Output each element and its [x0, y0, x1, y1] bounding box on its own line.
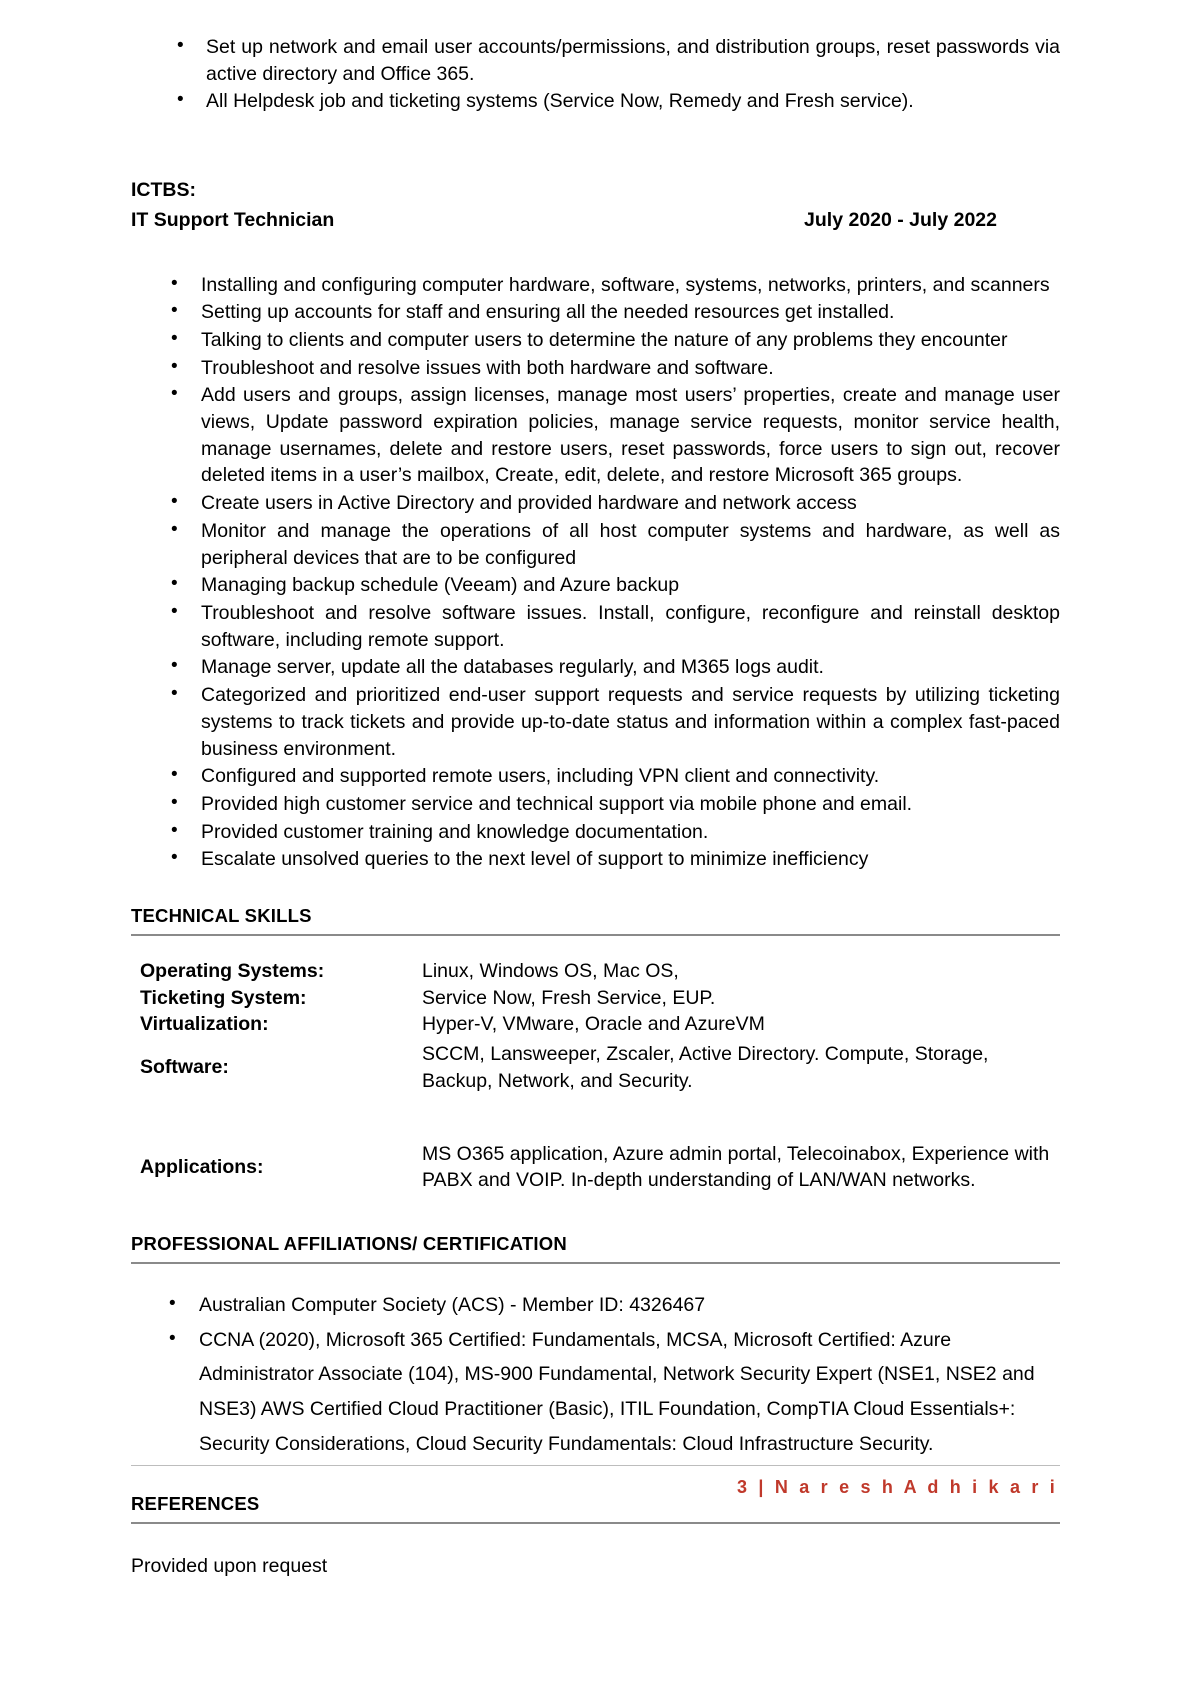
list-item: • Setting up accounts for staff and ensuring all the needed resources get installed. — [131, 299, 1060, 326]
table-row — [131, 1138, 1060, 1197]
list-item: • Create users in Active Directory and provided hardware and network access — [131, 490, 1060, 517]
list-item: • Escalate unsolved queries to the next level of support to minimize inefficiency — [131, 846, 1060, 873]
list-item: • Troubleshoot and resolve issues with both hardware and software. — [131, 355, 1060, 382]
company-name: ICTBS: — [131, 179, 196, 202]
table-row — [131, 1011, 1060, 1038]
list-item: • Categorized and prioritized end-user support requests and service requests by utilizing ticketing systems to track tickets and provide up-to-date status and information within a complex fast-paced business environment. — [131, 682, 1060, 762]
footer-divider — [131, 1465, 1060, 1466]
section-heading-certifications: PROFESSIONAL AFFILIATIONS/ CERTIFICATION — [131, 1232, 567, 1254]
certifications-section — [131, 1233, 1060, 1462]
role-row — [131, 205, 1060, 235]
spacer-cell — [131, 1098, 422, 1138]
certifications-list — [131, 1288, 1060, 1462]
list-item: • Configured and supported remote users, including VPN client and connectivity. — [131, 763, 1060, 790]
section-heading-technical-skills: TECHNICAL SKILLS — [131, 905, 312, 927]
list-item: • Australian Computer Society (ACS) - Member ID: 4326467 — [131, 1288, 1060, 1323]
top-bullet-list — [131, 34, 1060, 115]
table-row — [131, 985, 1060, 1012]
list-item: • All Helpdesk job and ticketing systems (Service Now, Remedy and Fresh service). — [131, 88, 1060, 115]
skill-label: Ticketing System: — [140, 986, 307, 1009]
list-item: • Provided customer training and knowledge documentation. — [131, 819, 1060, 846]
table-spacer-row — [131, 1098, 1060, 1138]
technical-skills-table — [131, 958, 1060, 1197]
skill-label: Applications: — [140, 1155, 264, 1178]
list-item: • Installing and configuring computer hardware, software, systems, networks, printers, and scanners — [131, 272, 1060, 299]
spacer-cell — [422, 1098, 1060, 1138]
list-item: • Add users and groups, assign licenses, manage most users’ properties, create and manage user views, Update password expiration policies, manage service requests, monitor service health, manage usernames, delete and restore users, reset passwords, force users to sign out, recover deleted items in a user’s mailbox, Create, edit, delete, and restore Microsoft 365 groups. — [131, 382, 1060, 489]
skill-value: Hyper-V, VMware, Oracle and AzureVM — [422, 1013, 765, 1036]
skill-label: Virtualization: — [140, 1013, 269, 1036]
list-item: • CCNA (2020), Microsoft 365 Certified: Fundamentals, MCSA, Microsoft Certified: Azure Administrator Associate (104), MS-900 Fundamental, Network Security Expert (NSE1, NSE2 and NSE3) AWS Certified Cloud Practitioner (Basic), ITIL Foundation, CompTIA Cloud Essentials+: Security Considerations, Cloud Security Fundamentals: Cloud Infrastructure Security. — [131, 1323, 1060, 1462]
skill-value: MS O365 application, Azure admin portal, Telecoinabox, Experience with PABX and VOIP. In-depth understanding of LAN/WAN networks. — [422, 1142, 1050, 1192]
experience-block — [131, 175, 1060, 235]
technical-skills-section — [131, 905, 1060, 1197]
list-item: • Managing backup schedule (Veeam) and Azure backup — [131, 572, 1060, 599]
job-title: IT Support Technician — [131, 209, 335, 232]
references-text: Provided upon request — [131, 1555, 328, 1578]
skill-label: Operating Systems: — [140, 960, 325, 983]
experience-bullet-list — [131, 272, 1060, 873]
page-footer — [131, 1465, 1060, 1498]
section-heading-references: REFERENCES — [131, 1493, 260, 1515]
section-divider — [131, 1262, 1060, 1264]
employment-dates: July 2020 - July 2022 — [804, 209, 997, 232]
table-row — [131, 1038, 1060, 1097]
list-item: • Troubleshoot and resolve software issues. Install, configure, reconfigure and reinstall desktop software, including remote support. — [131, 600, 1060, 653]
list-item: • Manage server, update all the databases regularly, and M365 logs audit. — [131, 654, 1060, 681]
list-item: • Talking to clients and computer users to determine the nature of any problems they encounter — [131, 327, 1060, 354]
list-item: • Provided high customer service and technical support via mobile phone and email. — [131, 791, 1060, 818]
footer-page-label: 3 | N a r e s h A d h i k a r i — [737, 1477, 1058, 1497]
list-item: • Monitor and manage the operations of all host computer systems and hardware, as well as peripheral devices that are to be configured — [131, 518, 1060, 571]
references-section — [131, 1493, 1060, 1580]
list-item: • Set up network and email user accounts/permissions, and distribution groups, reset passwords via active directory and Office 365. — [131, 34, 1060, 87]
skill-value: SCCM, Lansweeper, Zscaler, Active Directory. Compute, Storage, Backup, Network, and Security. — [422, 1043, 989, 1092]
skill-value: Linux, Windows OS, Mac OS, — [422, 960, 679, 983]
skill-label: Software: — [140, 1056, 229, 1079]
section-divider — [131, 1522, 1060, 1524]
skill-value: Service Now, Fresh Service, EUP. — [422, 986, 716, 1009]
table-row — [131, 958, 1060, 985]
section-divider — [131, 934, 1060, 936]
